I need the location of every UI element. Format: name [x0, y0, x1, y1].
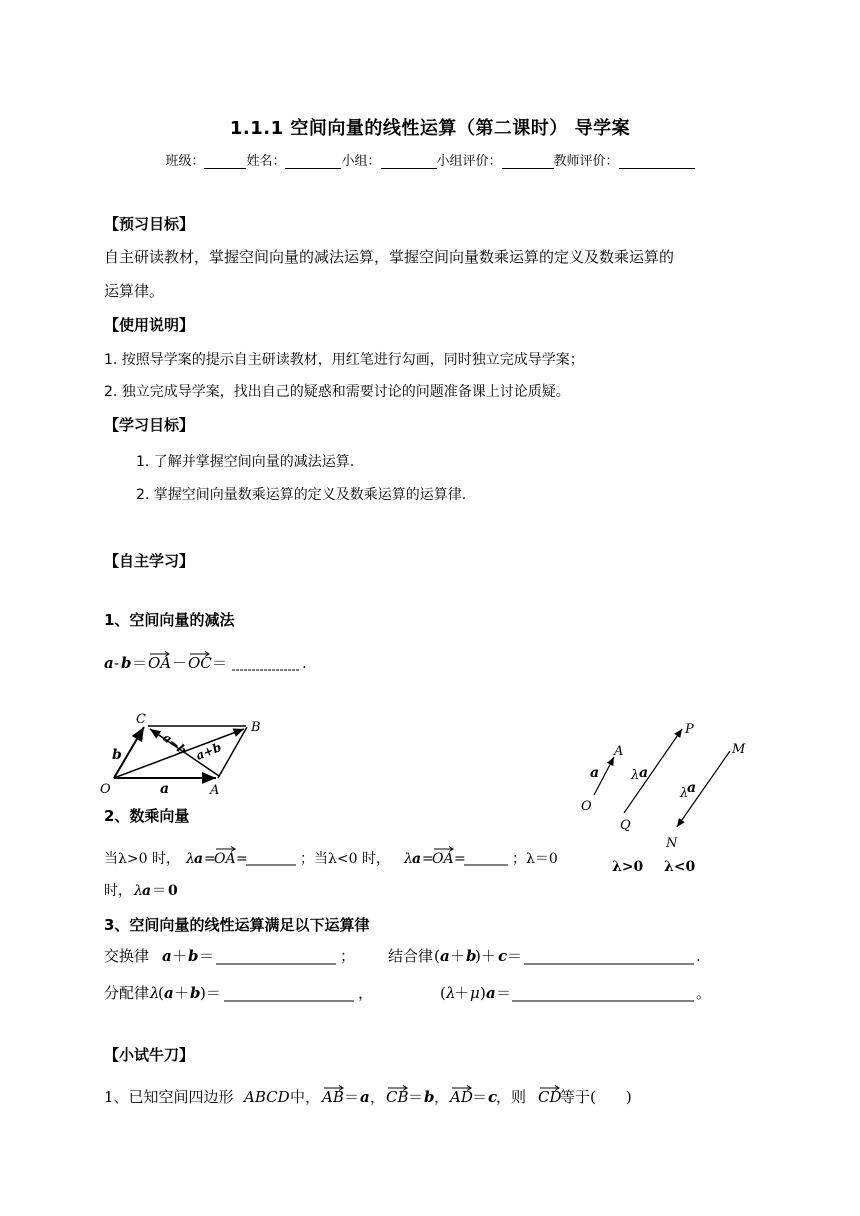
- teacher-eval-blank[interactable]: [619, 154, 695, 169]
- svg-text:当λ>0 时，: 当λ>0 时，: [104, 851, 180, 867]
- scalar-line-2: [104, 878, 224, 906]
- svg-text:b: b: [190, 984, 201, 1002]
- svg-text:a: a: [440, 947, 450, 965]
- svg-text:λ: λ: [680, 786, 689, 801]
- svg-text:＝: ＝: [132, 654, 148, 672]
- laws-heading: 3、空间向量的线性运算满足以下运算律: [104, 916, 370, 934]
- usage-heading: 【使用说明】: [104, 316, 195, 334]
- svg-text:)＋: )＋: [475, 947, 496, 965]
- group-eval-blank[interactable]: [502, 154, 554, 169]
- label-a-minus-b: a−b: [160, 730, 190, 758]
- subtraction-formula: [104, 650, 314, 680]
- scalar-heading: 2、数乘向量: [104, 807, 190, 825]
- svg-text:λ: λ: [150, 984, 160, 1002]
- svg-text:a: a: [412, 851, 422, 867]
- svg-text:a: a: [194, 851, 204, 867]
- group-eval-label: 小组评价：: [436, 154, 502, 169]
- preview-line-2: 运算律。: [104, 282, 165, 300]
- svg-text:＋: ＋: [172, 947, 188, 965]
- svg-text:λ: λ: [631, 768, 640, 783]
- svg-text:a: a: [590, 765, 600, 781]
- group-label: 小组：: [341, 154, 381, 169]
- usage-item-1: 1. 按照导学案的提示自主研读教材，用红笔进行勾画，同时独立完成导学案；: [104, 352, 584, 368]
- scalar-line-1-svg: [104, 846, 574, 870]
- label-a-plus-b: a+b: [193, 739, 224, 763]
- preview-heading: 【预习目标】: [104, 215, 195, 233]
- class-label: 班级：: [165, 154, 205, 169]
- laws-line-2: [104, 981, 714, 1009]
- subtraction-heading: 1、空间向量的减法: [104, 611, 235, 629]
- label-a-point: A: [210, 783, 220, 798]
- svg-text:OC: OC: [188, 654, 212, 672]
- laws-line-2-svg: [104, 981, 714, 1005]
- svg-text:N: N: [666, 836, 678, 851]
- subtraction-formula-svg: [104, 650, 314, 676]
- svg-text:λ: λ: [134, 883, 143, 899]
- svg-text:c: c: [498, 947, 508, 965]
- svg-text:等于( ): 等于( ): [560, 1088, 632, 1106]
- teacher-eval-label: 教师评价：: [553, 154, 619, 169]
- svg-text:M: M: [732, 742, 746, 757]
- svg-text:Q: Q: [620, 818, 631, 833]
- svg-text:＝: ＝: [472, 1088, 488, 1106]
- svg-text:＝: ＝: [507, 947, 523, 965]
- svg-text:；当λ<0 时，: ；当λ<0 时，: [300, 851, 390, 867]
- svg-text:＝: ＝: [212, 654, 228, 672]
- svg-text:结合律: 结合律: [388, 947, 434, 965]
- svg-text:中，: 中，: [290, 1088, 321, 1106]
- svg-text:，: ，: [358, 984, 374, 1002]
- svg-text:0: 0: [168, 883, 178, 899]
- svg-text:=: =: [454, 851, 466, 867]
- svg-text:；: ；: [340, 947, 356, 965]
- self-study-heading: 【自主学习】: [104, 552, 195, 570]
- svg-text:=: =: [236, 851, 248, 867]
- group-blank[interactable]: [381, 154, 437, 169]
- svg-text:OA: OA: [214, 851, 236, 867]
- scalar-line-2-svg: [104, 878, 224, 902]
- svg-text:1、已知空间四边形: 1、已知空间四边形: [104, 1088, 234, 1106]
- label-o: O: [100, 782, 111, 797]
- svg-text:b: b: [188, 947, 199, 965]
- svg-text:a: a: [360, 1088, 370, 1106]
- svg-text:a: a: [104, 654, 114, 672]
- svg-text:.: .: [302, 654, 307, 672]
- label-c: C: [136, 712, 146, 727]
- svg-text:λ: λ: [186, 851, 195, 867]
- caption-lambda-negative: λ<0: [664, 859, 696, 875]
- svg-text:。: 。: [696, 984, 712, 1002]
- practice-question-1-svg: [104, 1084, 664, 1110]
- svg-text:－: －: [172, 654, 188, 672]
- svg-text:a: a: [142, 883, 152, 899]
- svg-text:a: a: [639, 765, 649, 781]
- student-info-line: [0, 150, 860, 169]
- svg-text:=: =: [422, 851, 434, 867]
- svg-text:＝: ＝: [344, 1088, 360, 1106]
- svg-text:-: -: [114, 654, 120, 672]
- svg-text:b: b: [424, 1088, 435, 1106]
- svg-text:A: A: [614, 744, 624, 759]
- page-title: 1.1.1 空间向量的线性运算（第二课时） 导学案: [229, 118, 631, 139]
- svg-text:b: b: [121, 654, 132, 672]
- svg-text:(: (: [440, 984, 446, 1002]
- scalar-vector-figure: [574, 715, 764, 880]
- svg-text:＋: ＋: [174, 984, 190, 1002]
- svg-text:(: (: [434, 947, 440, 965]
- svg-text:=: =: [204, 851, 216, 867]
- svg-text:a: a: [164, 984, 174, 1002]
- svg-text:＝: ＝: [408, 1088, 424, 1106]
- svg-text:O: O: [581, 799, 592, 814]
- label-b-point: B: [251, 720, 261, 735]
- goals-item-2: 2. 掌握空间向量数乘运算的定义及数乘运算的运算律.: [136, 487, 467, 503]
- usage-item-2: 2. 独立完成导学案，找出自己的疑惑和需要讨论的问题准备课上讨论质疑。: [104, 384, 570, 400]
- svg-text:ABCD: ABCD: [244, 1088, 290, 1106]
- label-vec-b: b: [112, 747, 122, 763]
- svg-text:a: a: [486, 984, 496, 1002]
- practice-question-1: [104, 1084, 664, 1114]
- svg-text:＋: ＋: [450, 947, 466, 965]
- label-vec-a: a: [160, 781, 170, 797]
- practice-heading: 【小试牛刀】: [104, 1046, 195, 1064]
- goals-item-1: 1. 了解并掌握空间向量的减法运算.: [136, 454, 355, 470]
- laws-line-1: [104, 944, 714, 972]
- svg-text:，则: ，则: [496, 1088, 527, 1106]
- svg-text:c: c: [488, 1088, 498, 1106]
- svg-text:OA: OA: [432, 851, 454, 867]
- scalar-line-1: [104, 846, 574, 874]
- parallelogram-figure: [98, 705, 278, 805]
- svg-text:交换律: 交换律: [104, 947, 150, 965]
- svg-text:，: ，: [434, 1088, 450, 1106]
- svg-text:；λ＝0: ；λ＝0: [512, 851, 558, 867]
- svg-text:P: P: [685, 722, 694, 737]
- svg-text:μ: μ: [470, 984, 480, 1002]
- svg-text:): ): [480, 984, 486, 1002]
- goals-heading: 【学习目标】: [104, 416, 195, 434]
- caption-lambda-positive: λ>0: [612, 859, 644, 875]
- svg-text:＝: ＝: [496, 984, 512, 1002]
- svg-text:λ: λ: [446, 984, 456, 1002]
- preview-line-1: 自主研读教材，掌握空间向量的减法运算，掌握空间向量数乘运算的定义及数乘运算的: [104, 248, 675, 266]
- svg-text:＝: ＝: [199, 947, 215, 965]
- svg-text:CD: CD: [538, 1088, 562, 1106]
- svg-text:OA: OA: [148, 654, 172, 672]
- name-blank[interactable]: [285, 154, 341, 169]
- svg-text:＋: ＋: [454, 984, 470, 1002]
- svg-text:λ: λ: [404, 851, 413, 867]
- svg-text:a: a: [687, 780, 697, 796]
- svg-text:)＝: )＝: [200, 984, 221, 1002]
- svg-text:(: (: [158, 984, 164, 1002]
- svg-text:AD: AD: [450, 1088, 473, 1106]
- svg-text:，: ，: [370, 1088, 386, 1106]
- svg-text:b: b: [466, 947, 477, 965]
- svg-text:时，: 时，: [104, 883, 132, 899]
- svg-text:CB: CB: [386, 1088, 409, 1106]
- laws-line-1-svg: [104, 944, 714, 968]
- svg-text:.: .: [696, 947, 701, 965]
- class-blank[interactable]: [204, 154, 246, 169]
- name-label: 姓名：: [246, 154, 286, 169]
- svg-text:分配律: 分配律: [104, 984, 150, 1002]
- svg-text:AB: AB: [322, 1088, 344, 1106]
- svg-text:a: a: [162, 947, 172, 965]
- svg-text:＝: ＝: [152, 883, 166, 899]
